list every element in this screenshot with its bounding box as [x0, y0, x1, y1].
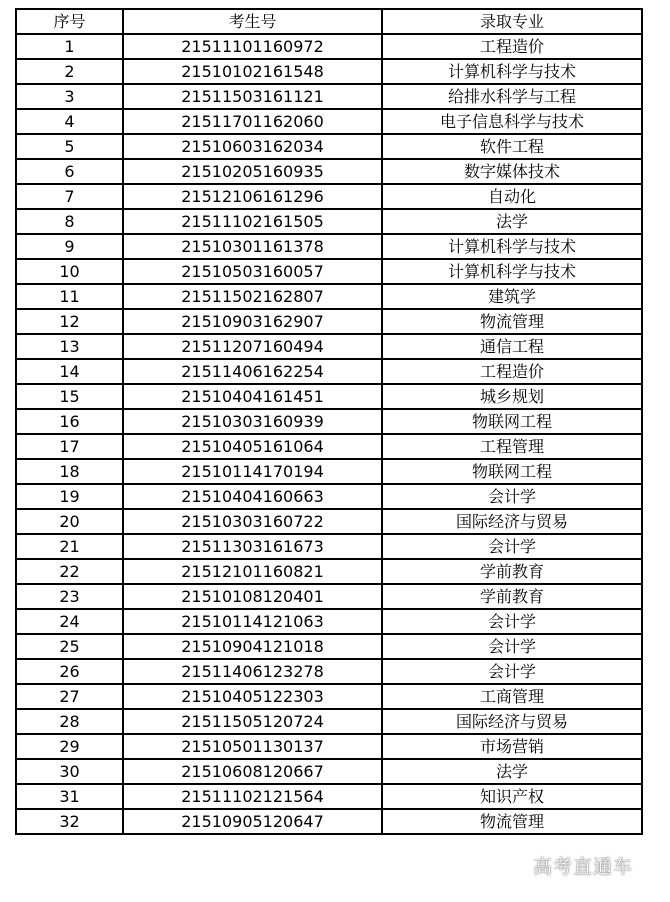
row-index-cell: 5 — [16, 134, 123, 159]
admitted-major-cell: 物联网工程 — [382, 459, 642, 484]
table-row — [16, 384, 642, 409]
table-row — [16, 434, 642, 459]
row-index-cell: 7 — [16, 184, 123, 209]
admitted-major-cell: 物流管理 — [382, 809, 642, 834]
candidate-number-cell: 21510904121018 — [123, 634, 382, 659]
table-row — [16, 584, 642, 609]
candidate-number-cell: 21510503160057 — [123, 259, 382, 284]
admitted-major-cell: 计算机科学与技术 — [382, 234, 642, 259]
admitted-major-cell: 学前教育 — [382, 584, 642, 609]
table-body — [16, 34, 642, 834]
admission-table-container — [15, 8, 643, 835]
row-index-cell: 25 — [16, 634, 123, 659]
table-row — [16, 59, 642, 84]
row-index-cell: 30 — [16, 759, 123, 784]
header-index: 序号 — [16, 9, 123, 34]
row-index-cell: 28 — [16, 709, 123, 734]
admitted-major-cell: 建筑学 — [382, 284, 642, 309]
candidate-number-cell: 21510404160663 — [123, 484, 382, 509]
row-index-cell: 6 — [16, 159, 123, 184]
table-row — [16, 159, 642, 184]
admitted-major-cell: 国际经济与贸易 — [382, 709, 642, 734]
candidate-number-cell: 21511701162060 — [123, 109, 382, 134]
watermark-text: 高考直通车 — [533, 856, 634, 878]
row-index-cell: 24 — [16, 609, 123, 634]
row-index-cell: 21 — [16, 534, 123, 559]
admitted-major-cell: 会计学 — [382, 609, 642, 634]
row-index-cell: 23 — [16, 584, 123, 609]
row-index-cell: 31 — [16, 784, 123, 809]
table-row — [16, 684, 642, 709]
admitted-major-cell: 法学 — [382, 209, 642, 234]
candidate-number-cell: 21511406162254 — [123, 359, 382, 384]
row-index-cell: 29 — [16, 734, 123, 759]
candidate-number-cell: 21510501130137 — [123, 734, 382, 759]
candidate-number-cell: 21511406123278 — [123, 659, 382, 684]
admitted-major-cell: 城乡规划 — [382, 384, 642, 409]
table-row — [16, 609, 642, 634]
row-index-cell: 22 — [16, 559, 123, 584]
candidate-number-cell: 21510303160939 — [123, 409, 382, 434]
table-row — [16, 534, 642, 559]
table-row — [16, 34, 642, 59]
table-row — [16, 734, 642, 759]
candidate-number-cell: 21510905120647 — [123, 809, 382, 834]
candidate-number-cell: 21512106161296 — [123, 184, 382, 209]
admitted-major-cell: 电子信息科学与技术 — [382, 109, 642, 134]
table-row — [16, 109, 642, 134]
admitted-major-cell: 通信工程 — [382, 334, 642, 359]
table-row — [16, 409, 642, 434]
header-admitted-major: 录取专业 — [382, 9, 642, 34]
row-index-cell: 11 — [16, 284, 123, 309]
admitted-major-cell: 数字媒体技术 — [382, 159, 642, 184]
candidate-number-cell: 21510608120667 — [123, 759, 382, 784]
admitted-major-cell: 会计学 — [382, 534, 642, 559]
candidate-number-cell: 21510404161451 — [123, 384, 382, 409]
admitted-major-cell: 自动化 — [382, 184, 642, 209]
row-index-cell: 32 — [16, 809, 123, 834]
candidate-number-cell: 21512101160821 — [123, 559, 382, 584]
row-index-cell: 8 — [16, 209, 123, 234]
table-row — [16, 459, 642, 484]
table-row — [16, 659, 642, 684]
row-index-cell: 18 — [16, 459, 123, 484]
table-row — [16, 309, 642, 334]
candidate-number-cell: 21510603162034 — [123, 134, 382, 159]
table-row — [16, 184, 642, 209]
table-header-row — [16, 9, 642, 34]
candidate-number-cell: 21510102161548 — [123, 59, 382, 84]
candidate-number-cell: 21511503161121 — [123, 84, 382, 109]
candidate-number-cell: 21511102161505 — [123, 209, 382, 234]
table-row — [16, 259, 642, 284]
candidate-number-cell: 21510903162907 — [123, 309, 382, 334]
table-row — [16, 759, 642, 784]
row-index-cell: 12 — [16, 309, 123, 334]
row-index-cell: 14 — [16, 359, 123, 384]
row-index-cell: 10 — [16, 259, 123, 284]
admitted-major-cell: 知识产权 — [382, 784, 642, 809]
admitted-major-cell: 法学 — [382, 759, 642, 784]
table-row — [16, 84, 642, 109]
table-row — [16, 634, 642, 659]
table-row — [16, 284, 642, 309]
table-row — [16, 709, 642, 734]
admitted-major-cell: 物流管理 — [382, 309, 642, 334]
table-row — [16, 134, 642, 159]
admitted-major-cell: 国际经济与贸易 — [382, 509, 642, 534]
table-row — [16, 784, 642, 809]
table-row — [16, 359, 642, 384]
row-index-cell: 3 — [16, 84, 123, 109]
candidate-number-cell: 21510301161378 — [123, 234, 382, 259]
candidate-number-cell: 21511303161673 — [123, 534, 382, 559]
row-index-cell: 13 — [16, 334, 123, 359]
candidate-number-cell: 21511102121564 — [123, 784, 382, 809]
admitted-major-cell: 计算机科学与技术 — [382, 59, 642, 84]
row-index-cell: 20 — [16, 509, 123, 534]
row-index-cell: 26 — [16, 659, 123, 684]
admitted-major-cell: 学前教育 — [382, 559, 642, 584]
table-row — [16, 809, 642, 834]
row-index-cell: 4 — [16, 109, 123, 134]
admitted-major-cell: 给排水科学与工程 — [382, 84, 642, 109]
admitted-major-cell: 软件工程 — [382, 134, 642, 159]
candidate-number-cell: 21510205160935 — [123, 159, 382, 184]
row-index-cell: 27 — [16, 684, 123, 709]
candidate-number-cell: 21511207160494 — [123, 334, 382, 359]
row-index-cell: 1 — [16, 34, 123, 59]
candidate-number-cell: 21510114170194 — [123, 459, 382, 484]
candidate-number-cell: 21510114121063 — [123, 609, 382, 634]
row-index-cell: 9 — [16, 234, 123, 259]
row-index-cell: 15 — [16, 384, 123, 409]
admitted-major-cell: 工程造价 — [382, 34, 642, 59]
candidate-number-cell: 21510108120401 — [123, 584, 382, 609]
candidate-number-cell: 21511101160972 — [123, 34, 382, 59]
row-index-cell: 17 — [16, 434, 123, 459]
row-index-cell: 2 — [16, 59, 123, 84]
admission-table — [15, 8, 643, 835]
candidate-number-cell: 21510405122303 — [123, 684, 382, 709]
table-row — [16, 559, 642, 584]
table-row — [16, 209, 642, 234]
admitted-major-cell: 工商管理 — [382, 684, 642, 709]
candidate-number-cell: 21511502162807 — [123, 284, 382, 309]
table-row — [16, 509, 642, 534]
table-row — [16, 334, 642, 359]
table-row — [16, 484, 642, 509]
admitted-major-cell: 会计学 — [382, 634, 642, 659]
admitted-major-cell: 市场营销 — [382, 734, 642, 759]
admitted-major-cell: 物联网工程 — [382, 409, 642, 434]
admitted-major-cell: 计算机科学与技术 — [382, 259, 642, 284]
candidate-number-cell: 21511505120724 — [123, 709, 382, 734]
admitted-major-cell: 会计学 — [382, 659, 642, 684]
candidate-number-cell: 21510405161064 — [123, 434, 382, 459]
admitted-major-cell: 会计学 — [382, 484, 642, 509]
table-row — [16, 234, 642, 259]
row-index-cell: 19 — [16, 484, 123, 509]
admitted-major-cell: 工程管理 — [382, 434, 642, 459]
candidate-number-cell: 21510303160722 — [123, 509, 382, 534]
admitted-major-cell: 工程造价 — [382, 359, 642, 384]
header-candidate-number: 考生号 — [123, 9, 382, 34]
row-index-cell: 16 — [16, 409, 123, 434]
